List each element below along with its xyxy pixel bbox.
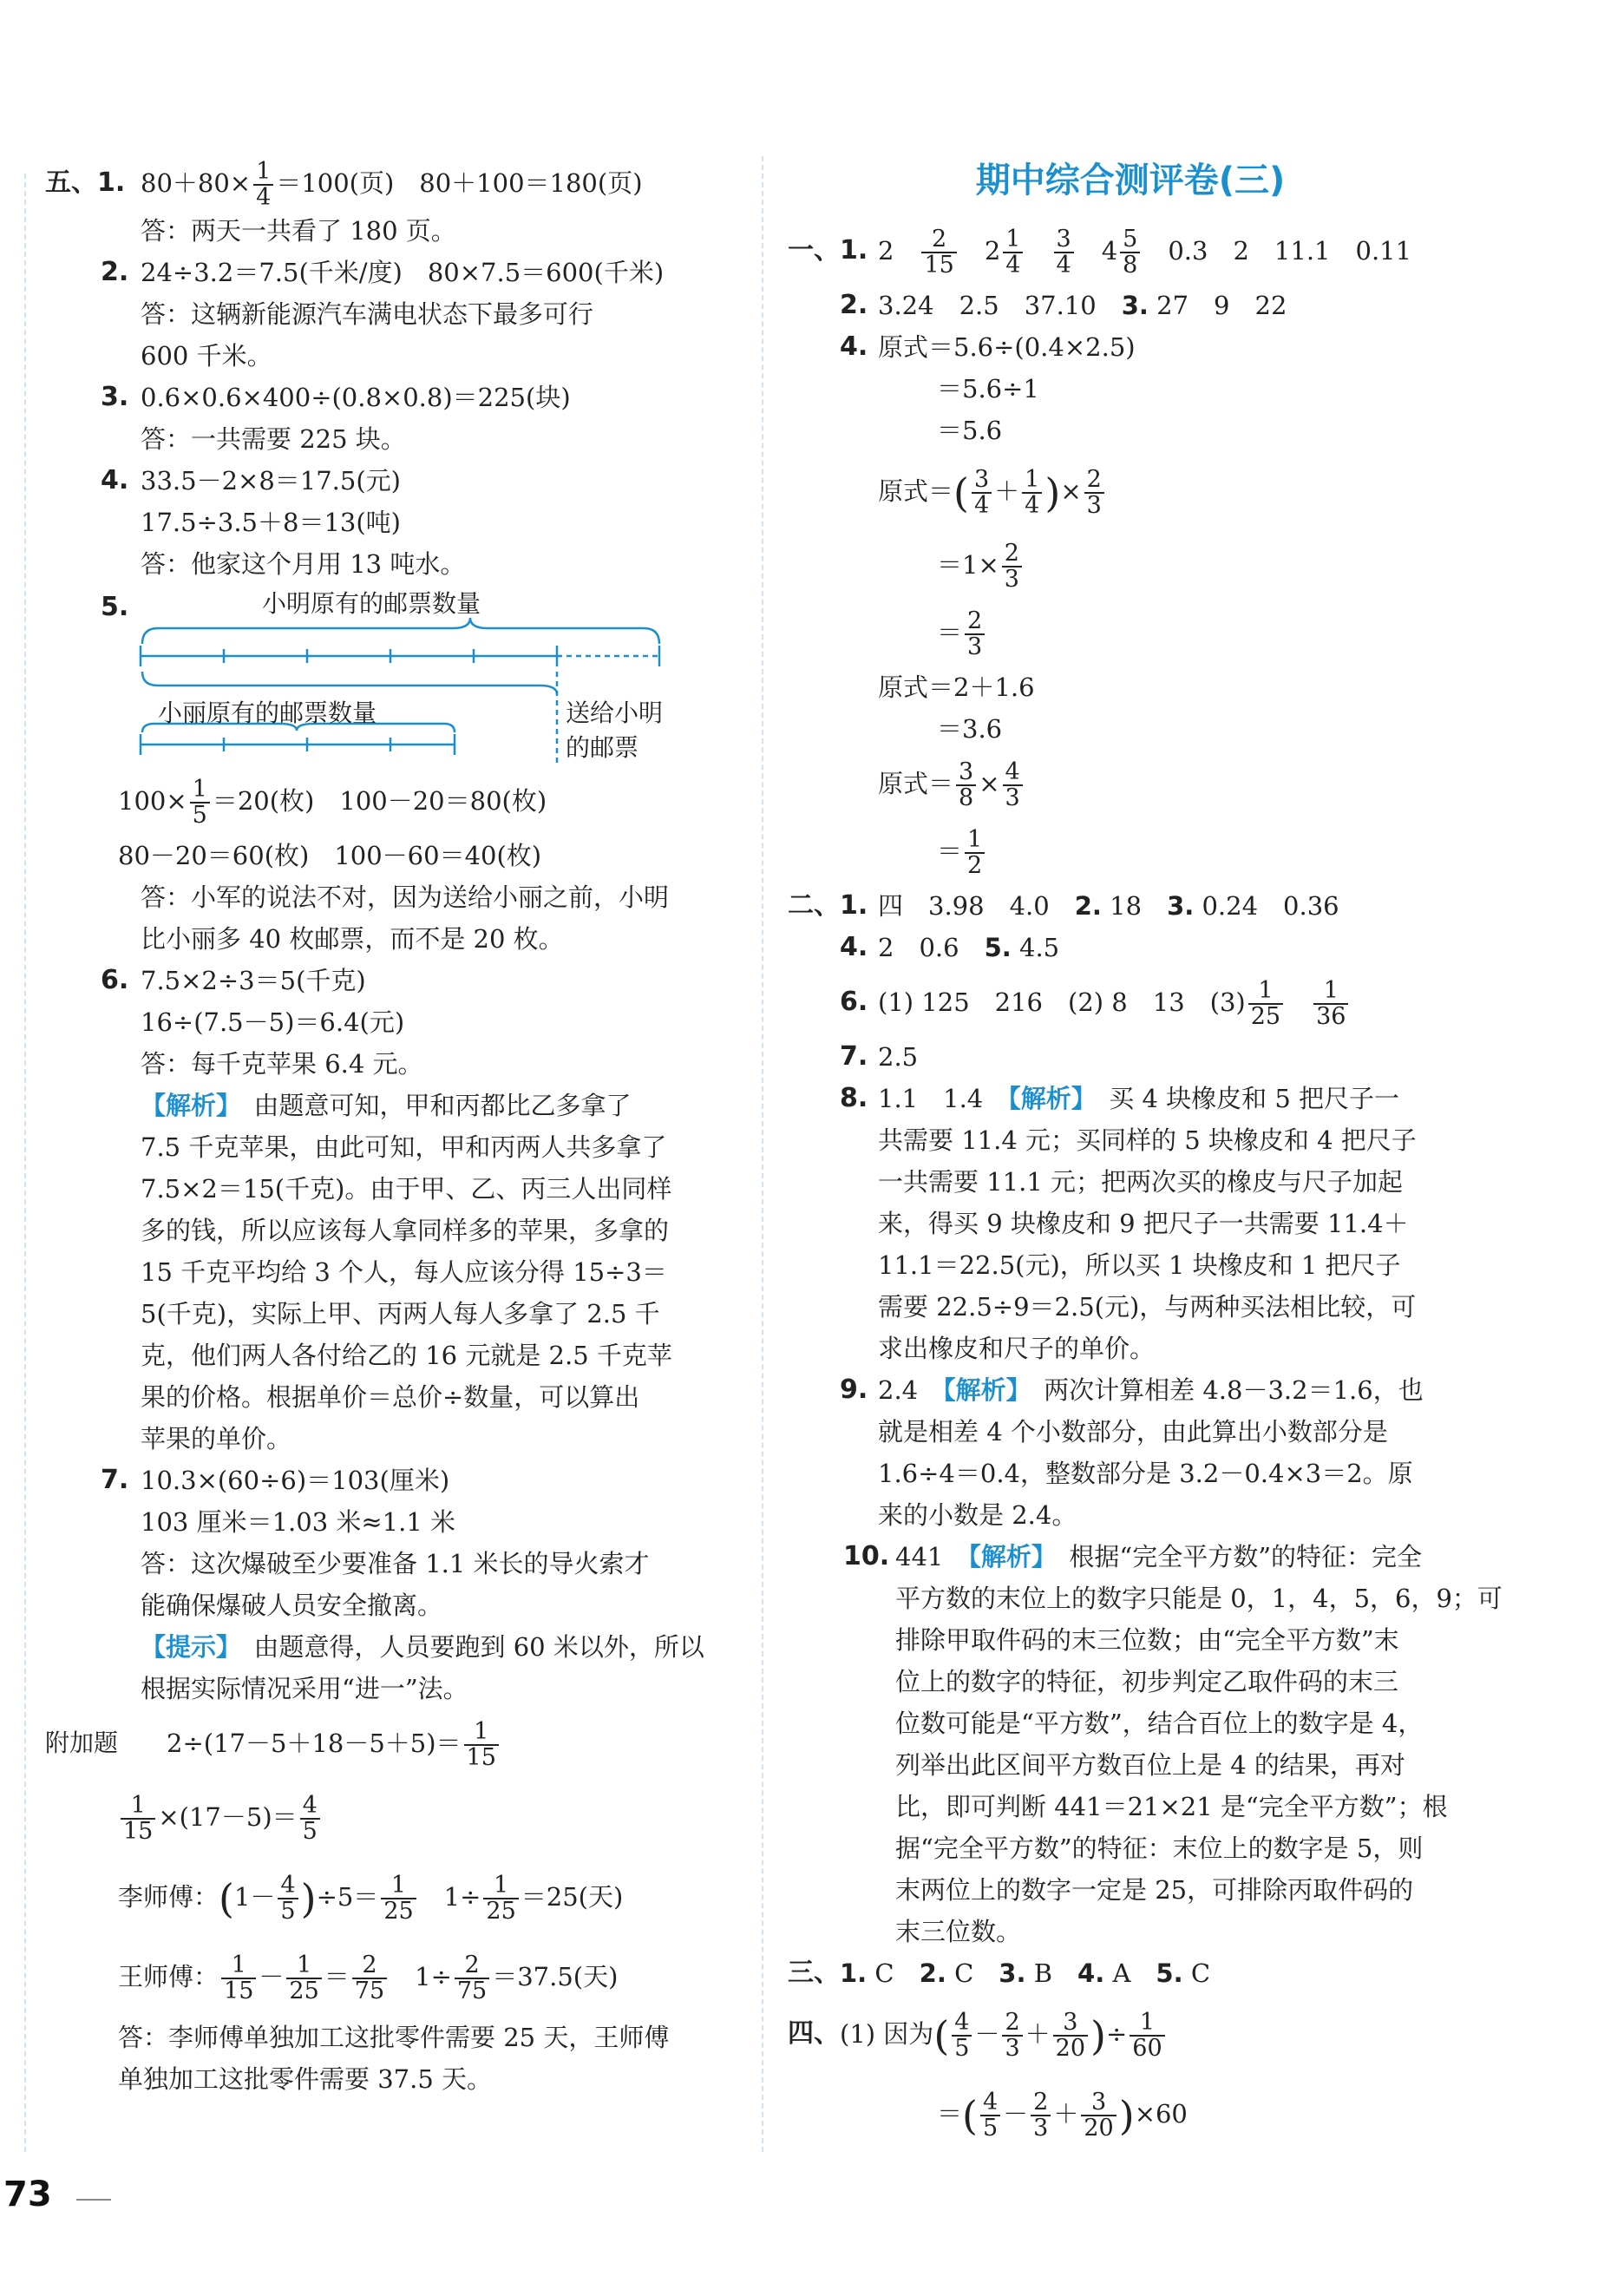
q7-answer-cont: 能确保爆破人员安全撤离。 [141, 1591, 443, 1620]
q6-exp-line: 5(千克)，实际上甲、丙两人每人多拿了 2.5 千 [141, 1299, 660, 1328]
q7-line: 7. 10.3×(60÷6)＝103(厘米) [101, 1465, 450, 1495]
extra-label: 附加题 [45, 1729, 119, 1757]
r4-line6: ＝ $\frac{2}{3}$ [788, 599, 1473, 666]
fraction: $\frac{5}{8}$ [1120, 227, 1140, 279]
q1-expr: 80＋80× [141, 168, 252, 198]
r4-line8: ＝3.6 [937, 714, 1003, 744]
stamp-diagram: 5. 小明原有的邮票数量 小丽原有的邮票数量 送给小明 的邮票 [45, 585, 748, 767]
fraction: $\frac{3}{8}$ [956, 760, 976, 811]
q7-line2: 103 厘米＝1.03 米≈1.1 米 [141, 1507, 455, 1537]
s9-exp-line: 来的小数是 2.4。 [878, 1500, 1077, 1530]
page-number-rule [76, 2199, 111, 2201]
q5-line1: 100× $\frac{1}{5}$ ＝20(枚) 100－20＝80(枚) [118, 775, 547, 829]
fraction: $\frac{3}{20}$ [1053, 2011, 1088, 2062]
fraction: $\frac{4}{3}$ [1003, 760, 1023, 811]
extra-line2: $\frac{1}{15}$ ×(17－5)＝ $\frac{4}{5}$ [23, 1777, 748, 1857]
s10-exp-line: 平方数的末位上的数字只能是 0，1，4，5，6，9；可 [895, 1584, 1503, 1613]
fraction: $\frac{1}{60}$ [1130, 2011, 1164, 2062]
s6-line: 6. (1) 125 216 (2) 8 13 (3) $\frac{1}{25}$ $\frac{1}{36}$ [788, 968, 1473, 1036]
q2-answer: 答：这辆新能源汽车满电状态下最多可行 [141, 299, 594, 329]
extra-line3: 李师傅：(1－ $\frac{4}{5}$ )÷5＝ $\frac{1}{25}$ 1÷ $\frac{1}{25}$ ＝25(天) [118, 1871, 624, 1925]
s8-exp-line: 一共需要 11.1 元；把两次买的橡皮与尺子加起 [878, 1167, 1404, 1197]
q1-number: 1. [97, 167, 126, 198]
r4-line1: 4. 原式＝5.6÷(0.4×2.5) [840, 331, 1136, 362]
fraction: $\frac{3}{4}$ [972, 468, 992, 519]
extra-answer-cont: 单独加工这批零件需要 37.5 天。 [118, 2064, 493, 2094]
fraction: $\frac{2}{75}$ [455, 1953, 489, 2004]
q6-exp-line: 苹果的单价。 [141, 1424, 292, 1453]
q4-answer: 答：他家这个月用 13 吨水。 [141, 549, 466, 579]
fraction: $\frac{1}{36}$ [1313, 979, 1348, 1030]
fraction: $\frac{4}{5}$ [300, 1794, 320, 1845]
fraction: $\frac{2}{15}$ [921, 227, 956, 279]
fraction: $\frac{1}{5}$ [190, 777, 210, 829]
s10-exp-line: 据“完全平方数”的特征：末位上的数字是 5，则 [895, 1834, 1424, 1863]
fraction: $\frac{2}{3}$ [965, 609, 985, 660]
q3-answer: 答：一共需要 225 块。 [141, 424, 406, 454]
r4-line7: 原式＝2＋1.6 [878, 672, 1035, 702]
hint-tag: 【提示】 [141, 1632, 229, 1662]
section-four: 四、 [788, 2018, 840, 2049]
section-two: 二、 [788, 890, 840, 921]
s8-line: 8. 1.1 1.4 【解析】 买 4 块橡皮和 5 把尺子一 [840, 1083, 1400, 1113]
extra-line4: 王师傅： $\frac{1}{15}$ － $\frac{1}{25}$ ＝ $\frac{2}{75}$ 1÷ $\frac{2}{75}$ ＝37.5(天) [118, 1951, 619, 2004]
q2-line: 2. 24÷3.2＝7.5(千米/度) 80×7.5＝600(千米) [101, 257, 665, 287]
q5-line2: 80－20＝60(枚) 100－60＝40(枚) [118, 841, 542, 870]
extra-line1: 附加题 2÷(17－5＋18－5＋5)＝ $\frac{1}{15}$ [45, 1709, 748, 1777]
r1-line: 一、 1. 2 $\frac{2}{15}$ 2 $\frac{1}{4}$ $\frac{3}{4}$ 4 $\frac{5}{8}$ 0.3 2 11.1 0.11 [788, 217, 1473, 285]
s9-exp-line: 就是相差 4 个小数部分，由此算出小数部分是 [878, 1417, 1388, 1447]
right-column [788, 156, 1503, 2154]
r4-line9: 原式＝ $\frac{3}{8}$ × $\frac{4}{3}$ [788, 750, 1473, 817]
q4-line2: 17.5÷3.5＋8＝13(吨) [141, 508, 401, 537]
q1-line: 五、 1. 80＋80× $\frac{1}{4}$ ＝100(页) 80＋100＝180(页) [45, 157, 643, 211]
analysis-tag: 【解析】 [968, 1542, 1044, 1571]
r4-line10: ＝ $\frac{1}{2}$ [788, 817, 1473, 885]
s8-exp-line: 需要 22.5÷9＝2.5(元)，与两种买法相比较，可 [878, 1292, 1417, 1322]
u-line1: 四、 (1) 因为( $\frac{4}{5}$ － $\frac{2}{3}$ ＋ $\frac{3}{20}$ )÷ $\frac{1}{60}$ [788, 1994, 1473, 2074]
fraction: $\frac{1}{25}$ [286, 1953, 321, 2004]
s8-exp-line: 11.1＝22.5(元)，所以买 1 块橡皮和 1 把尺子 [878, 1250, 1401, 1280]
fraction: $\frac{1}{25}$ [1248, 979, 1283, 1030]
s8-exp-line: 来，得买 9 块橡皮和 9 把尺子一共需要 11.4＋ [878, 1209, 1409, 1238]
fraction: $\frac{1}{15}$ [121, 1794, 155, 1845]
fraction: $\frac{4}{5}$ [952, 2011, 972, 2062]
s10-exp-line: 位上的数字的特征，初步判定乙取件码的末三 [895, 1667, 1399, 1696]
t-line: 三、 1. C 2. C 3. B 4. A 5. C [788, 1952, 1473, 1994]
fraction: $\frac{4}{5}$ [278, 1873, 298, 1925]
q3-line: 3. 0.6×0.6×400÷(0.8×0.8)＝225(块) [101, 382, 571, 412]
fraction: $\frac{1}{4}$ [1003, 227, 1023, 279]
q6-explanation: 【解析】 由题意可知，甲和丙都比乙多拿了 [141, 1091, 632, 1120]
fraction: $\frac{4}{5}$ [980, 2090, 1000, 2142]
fraction: $\frac{1}{15}$ [464, 1720, 499, 1771]
fraction: $\frac{1}{2}$ [965, 828, 985, 879]
q5-answer-cont: 比小丽多 40 枚邮票，而不是 20 枚。 [141, 924, 564, 954]
diagram-side-label-2: 的邮票 [566, 733, 639, 762]
u-line2: ＝( $\frac{4}{5}$ － $\frac{2}{3}$ ＋ $\frac{3}{20}$ )×60 [937, 2088, 1188, 2142]
q5-answer: 答：小军的说法不对，因为送给小丽之前，小明 [141, 882, 670, 912]
s4-line: 4. 2 0.6 5. 4.5 [840, 932, 1060, 962]
diagram-bottom-label: 小丽原有的邮票数量 [158, 699, 377, 727]
segment-diagram [45, 585, 748, 767]
s10-exp-line: 末三位数。 [895, 1917, 1022, 1946]
left-column [45, 156, 748, 2100]
fraction: $\frac{1}{4}$ [253, 160, 273, 211]
fraction: $\frac{2}{75}$ [352, 1953, 387, 2004]
fraction: $\frac{1}{25}$ [381, 1873, 416, 1925]
q6-line: 6. 7.5×2÷3＝5(千克) [101, 965, 366, 995]
fraction: $\frac{3}{4}$ [1054, 227, 1074, 279]
q1-answer: 答：两天一共看了 180 页。 [141, 216, 456, 246]
fraction: $\frac{3}{20}$ [1081, 2090, 1116, 2142]
r2-line: 2. 3.24 2.5 37.10 3. 27 9 22 [840, 290, 1287, 320]
q7-answer: 答：这次爆破至少要准备 1.1 米长的导火索才 [141, 1549, 650, 1578]
s10-exp-line: 末两位上的数字一定是 25，可排除丙取件码的 [895, 1875, 1414, 1905]
r4-line3: ＝5.6 [937, 416, 1003, 445]
q6-exp-line: 克，他们两人各付给乙的 16 元就是 2.5 千克苹 [141, 1341, 672, 1370]
section-five: 五、 [45, 167, 97, 198]
q6-line2: 16÷(7.5－5)＝6.4(元) [141, 1007, 405, 1037]
r4-line5: ＝1× $\frac{2}{3}$ [788, 531, 1473, 599]
fraction: $\frac{1}{15}$ [221, 1953, 256, 2004]
q6-exp-line: 果的价格。根据单价＝总价÷数量，可以算出 [141, 1382, 640, 1412]
r4-line2: ＝5.6÷1 [937, 374, 1039, 403]
s10-line: 10. 441 【解析】 根据“完全平方数”的特征：完全 [843, 1541, 1423, 1571]
section-one: 一、 [788, 235, 840, 266]
s9-line: 9. 2.4 【解析】 两次计算相差 4.8－3.2＝1.6，也 [840, 1374, 1424, 1405]
page-number: 73 [3, 2175, 52, 2214]
q6-exp-line: 15 千克平均给 3 个人，每人应该分得 15÷3＝ [141, 1257, 667, 1287]
q6-answer: 答：每千克苹果 6.4 元。 [141, 1049, 423, 1079]
fraction: $\frac{2}{3}$ [1031, 2090, 1051, 2142]
fraction: $\frac{1}{4}$ [1022, 468, 1042, 519]
section-three: 三、 [788, 1958, 840, 1988]
s10-exp-line: 排除甲取件码的末三位数；由“完全平方数”末 [895, 1625, 1399, 1655]
s9-exp-line: 1.6÷4＝0.4，整数部分是 3.2－0.4×3＝2。原 [878, 1459, 1413, 1488]
analysis-tag: 【解析】 [943, 1375, 1019, 1405]
extra-answer: 答：李师傅单独加工这批零件需要 25 天，王师傅 [118, 2023, 670, 2052]
s7-line: 7. 2.5 [840, 1041, 919, 1072]
q2-answer-cont: 600 千米。 [141, 341, 272, 371]
s10-exp-line: 列举出此区间平方数百位上是 4 的结果，再对 [895, 1750, 1405, 1780]
s8-exp-line: 求出橡皮和尺子的单价。 [878, 1334, 1156, 1363]
s10-exp-line: 位数可能是“平方数”，结合百位上的数字是 4， [895, 1709, 1424, 1738]
r4-line4: 原式＝( $\frac{3}{4}$ ＋ $\frac{1}{4}$ )× $\frac{2}{3}$ [788, 451, 1473, 531]
analysis-tag: 【解析】 [141, 1091, 229, 1120]
analysis-tag: 【解析】 [1008, 1084, 1084, 1113]
fraction: $\frac{2}{3}$ [1002, 2011, 1022, 2062]
q6-exp-line: 7.5 千克苹果，由此可知，甲和丙两人共多拿了 [141, 1132, 667, 1162]
fraction: $\frac{1}{25}$ [483, 1873, 518, 1925]
q7-hint-cont: 根据实际情况采用“进一”法。 [141, 1674, 468, 1703]
q6-exp-line: 7.5×2＝15(千克)。由于甲、乙、丙三人出同样 [141, 1174, 672, 1204]
s10-exp-line: 比，即可判断 441＝21×21 是“完全平方数”；根 [895, 1792, 1448, 1821]
page-title: 期中综合测评卷(三) [975, 161, 1286, 200]
s8-exp-line: 共需要 11.4 元；买同样的 5 块橡皮和 4 把尺子 [878, 1125, 1417, 1155]
q7-hint: 【提示】 由题意得，人员要跑到 60 米以外，所以 [141, 1632, 704, 1662]
diagram-top-label: 小明原有的邮票数量 [262, 589, 481, 618]
fraction: $\frac{2}{3}$ [1084, 468, 1104, 519]
column-divider [762, 156, 763, 2152]
fraction: $\frac{2}{3}$ [1002, 541, 1022, 593]
s1-line: 二、 1. 四 3.98 4.0 2. 18 3. 0.24 0.36 [788, 885, 1473, 927]
q4-line: 4. 33.5－2×8＝17.5(元) [101, 465, 401, 495]
diagram-side-label: 送给小明 [566, 699, 664, 727]
q6-exp-line: 多的钱，所以应该每人拿同样多的苹果，多拿的 [141, 1216, 670, 1245]
